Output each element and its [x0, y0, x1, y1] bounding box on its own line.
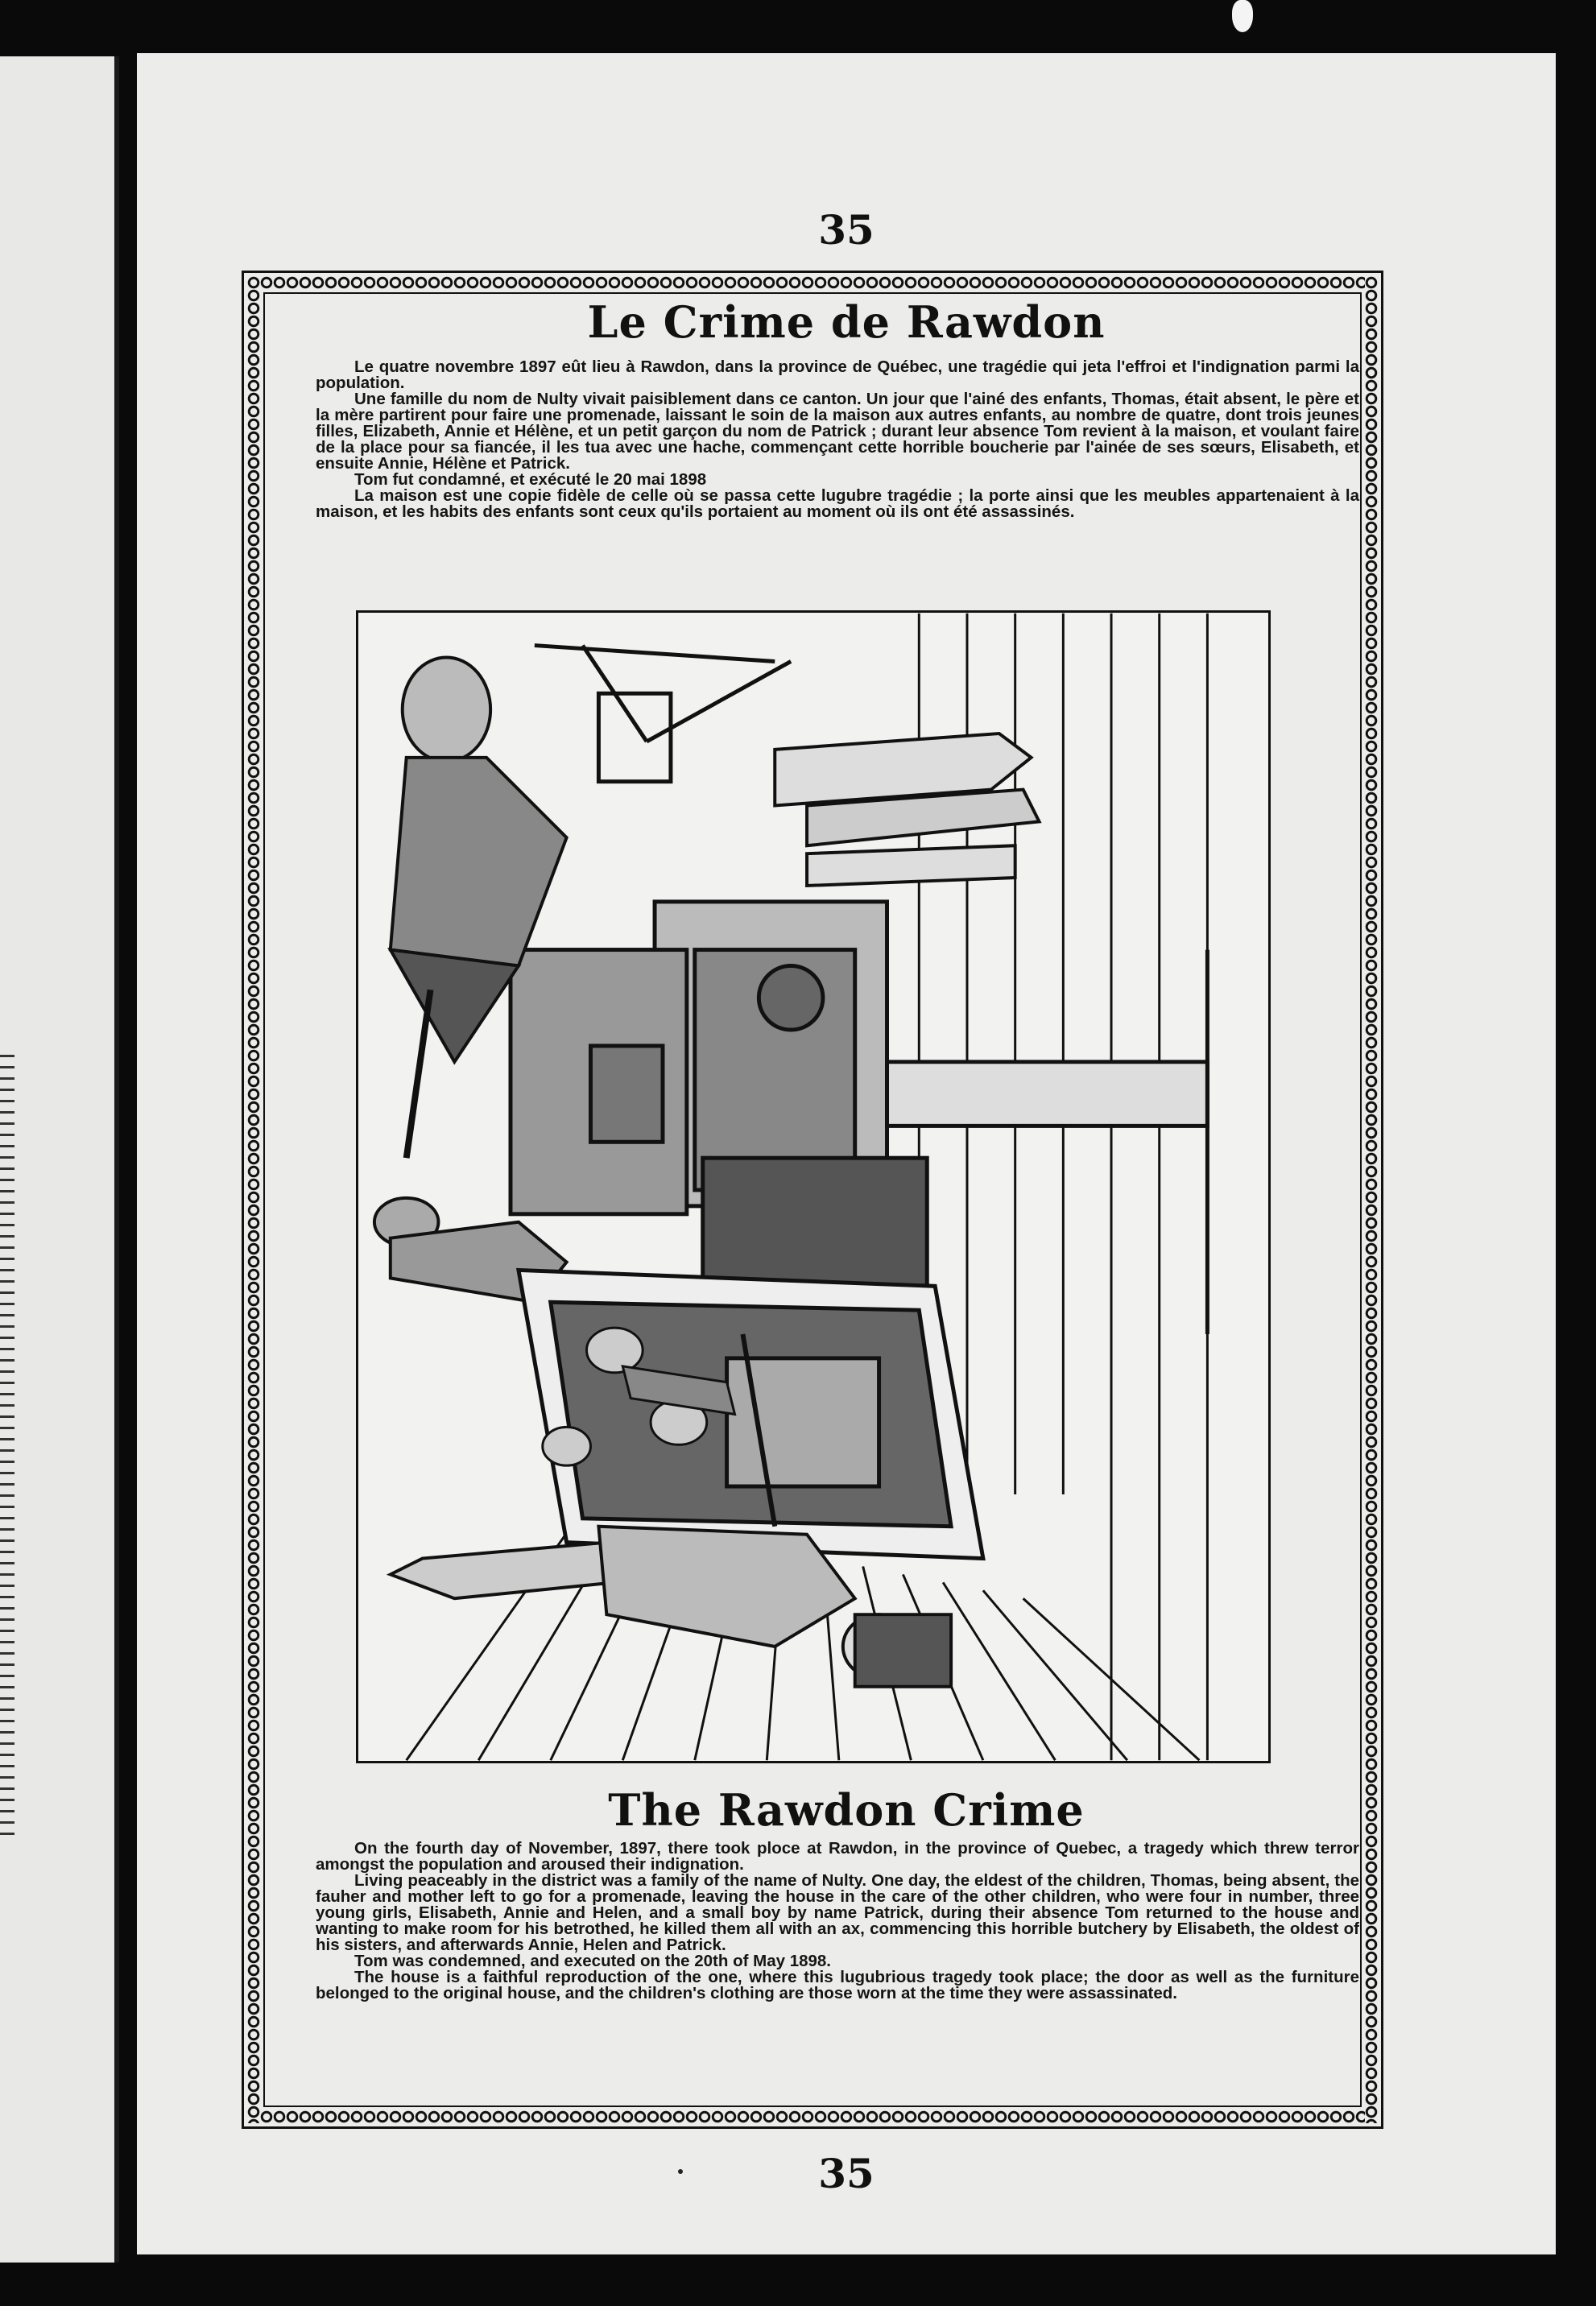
- crime-scene-illustration: [356, 610, 1271, 1763]
- page-number-top: 35: [818, 206, 874, 254]
- engraving-drawing: [358, 613, 1268, 1761]
- previous-page-border: [0, 1055, 14, 1844]
- page-number-bottom: 35: [818, 2150, 874, 2197]
- scan-artifact: [1232, 0, 1253, 32]
- chair: [535, 646, 791, 782]
- english-paragraph: Living peaceably in the district was a family of the name of Nulty. One day, the eldest of the children, Thomas, being absent, the fauher and mother left to go for a promenade, leaving the house in the care of the other children, who were four in number, three young girls, Elisabeth, Annie and Helen, and a small boy by name Patrick, during their absence Tom returned to the house and wanting to make room for his betrothed, he killed them all with an ax, commencing this horrible butchery by Elisabeth, the oldest of his sisters, and afterwards Annie, Helen and Patrick.: [316, 1871, 1359, 1954]
- english-article: [316, 1841, 1359, 2002]
- english-paragraph: Tom was condemned, and executed on the 20th of May 1898.: [354, 1952, 831, 1970]
- english-paragraph: On the fourth day of November, 1897, there took ploce at Rawdon, in the province of Quebec, a tragedy which threw terror amongst the population and aroused their indignation.: [316, 1839, 1359, 1874]
- french-paragraph: Tom fut condamné, et exécuté le 20 mai 1898: [354, 470, 707, 489]
- border-chain-top: [247, 276, 1378, 289]
- page: [137, 53, 1556, 2254]
- french-paragraph: Une famille du nom de Nulty vivait paisiblement dans ce canton. Un jour que l'ainé des enfants, Thomas, était absent, le père et la mère partirent pour faire une promenade, laissant le soin de la maison aux autres enfants, au nombre de quatre, dont trois jeunes filles, Elizabeth, Annie et Hélène, et un petit garçon du nom de Patrick ; durant leur absence Tom revient à la maison, et voulant faire de la place pour sa fiancée, il les tua avec une hache, commençant cette horrible boucherie par l'ainée de ses sœurs, Elisabeth, et ensuite Annie, Hélène et Patrick.: [316, 390, 1359, 473]
- previous-page-edge: [0, 56, 119, 2263]
- border-chain-bottom: [247, 2110, 1378, 2123]
- ink-dot: [678, 2169, 683, 2174]
- english-title: The Rawdon Crime: [608, 1784, 1085, 1836]
- french-title: Le Crime de Rawdon: [587, 296, 1106, 348]
- french-paragraph: La maison est une copie fidèle de celle où se passa cette lugubre tragédie ; la porte ainsi que les meubles appartenaient à la maison, et les habits des enfants sont ceux qu'ils portaient au moment où ils ont été assassinés.: [316, 486, 1359, 521]
- english-paragraph: The house is a faithful reproduction of the one, where this lugubrious tragedy took place; the door as well as the furniture belonged to the original house, and the children's clothing are those worn at the time they were assassinated.: [316, 1968, 1359, 2002]
- coats-on-wall: [775, 734, 1039, 886]
- french-paragraph: Le quatre novembre 1897 eût lieu à Rawdon, dans la province de Québec, une tragédie qui jeta l'effroi et l'indignation parmi la population.: [316, 357, 1359, 392]
- border-chain-left: [247, 276, 260, 2123]
- border-chain-right: [1365, 276, 1378, 2123]
- french-article: [316, 359, 1359, 520]
